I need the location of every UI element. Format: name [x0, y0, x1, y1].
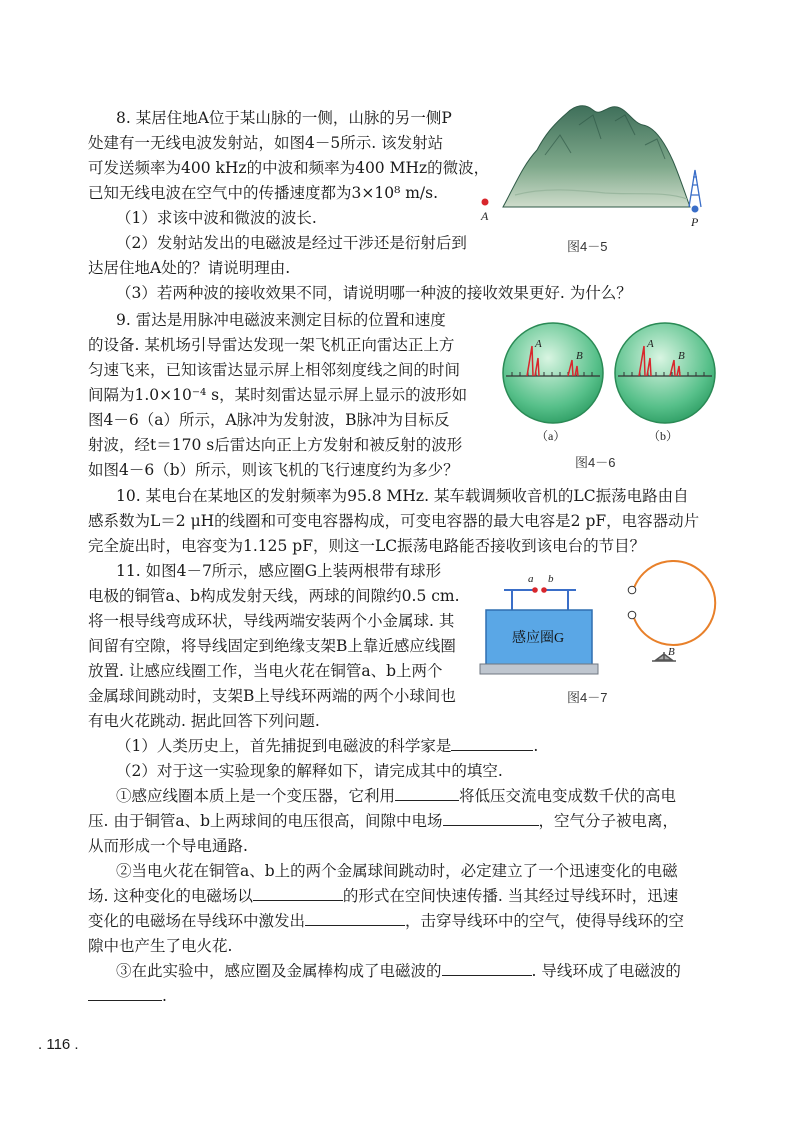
q11-item-1-text-d: ，空气分子被电离， — [538, 812, 679, 830]
q8-line-1: 8. 某居住地A位于某山脉的一侧，山脉的另一侧P — [116, 109, 452, 127]
answer-blank-excitation[interactable] — [305, 911, 405, 926]
q11-item-1-line-2 — [88, 811, 678, 831]
q11-line-7: 有电火花跳动. 据此回答下列问题. — [88, 712, 320, 730]
screen-b-label-a: A — [647, 338, 654, 350]
rod-label-b: b — [548, 573, 554, 585]
q9-line-6: 射波，经t＝170 s后雷达向正上方发射和被反射的波形 — [88, 436, 463, 454]
q11-item-1-text-a: ①感应线圈本质上是一个变压器，它利用 — [116, 787, 396, 805]
antenna-rods — [504, 573, 576, 610]
figure-4-6-caption: 图4－6 — [575, 455, 616, 470]
q11-item-3-line-1 — [116, 961, 681, 981]
q10-line-3: 完全旋出时，电容变为1.125 pF，则这一LC振荡电路能否接收到该电台的节目？ — [88, 537, 646, 555]
answer-blank-emitter[interactable] — [442, 961, 532, 976]
q11-item-1-text-c: 压. 由于铜管a、b上两球间的电压很高，间隙中电场 — [88, 812, 443, 830]
radar-screen-b — [615, 323, 715, 423]
q11-line-2: 电极的铜管a、b构成发射天线，两球的间隙约0.5 cm. — [88, 587, 460, 605]
q9-line-3: 匀速飞来，已知该雷达显示屏上相邻刻度线之间的时间 — [88, 361, 461, 379]
q8-line-4: 已知无线电波在空气中的传播速度都为3×10⁸ m/s. — [88, 184, 439, 202]
label-p: P — [691, 215, 699, 229]
induction-coil-box — [480, 610, 598, 674]
stand-label-b: B — [668, 646, 675, 658]
rod-label-a: a — [528, 573, 534, 585]
answer-blank-wave-form[interactable] — [253, 886, 343, 901]
q8-sub-3: （3）若两种波的接收效果不同，请说明哪一种波的接收效果更好. 为什么？ — [116, 284, 632, 302]
q11-sub-1-end: . — [533, 737, 539, 755]
answer-blank-receiver[interactable] — [88, 986, 162, 1001]
q11-item-1-line-1 — [116, 786, 676, 806]
q11-item-3-text-b: . 导线环成了电磁波的 — [531, 962, 681, 980]
answer-blank-scientist[interactable] — [451, 736, 533, 751]
q11-item-1-text-b: 将低压交流电变成数千伏的高电 — [459, 787, 677, 805]
sub-caption-a: （a） — [536, 429, 566, 443]
q9-line-7: 如图4－6（b）所示，则该飞机的飞行速度约为多少？ — [88, 461, 459, 479]
q9-line-1: 9. 雷达是用脉冲电磁波来测定目标的位置和速度 — [116, 311, 446, 329]
screen-a-label-a: A — [535, 338, 542, 350]
q11-line-6: 金属球间跳动时，支架B上导线环两端的两个小球间也 — [88, 687, 456, 705]
q11-item-2-text-e: ，击穿导线环中的空气，使得导线环的空 — [405, 912, 685, 930]
q10-line-2: 感系数为L＝2 μH的线圈和可变电容器构成，可变电容器的最大电容是2 pF，电容器动片 — [88, 512, 700, 530]
q8-line-3: 可发送频率为400 kHz的中波和频率为400 MHz的微波， — [88, 159, 490, 177]
q8-sub-2-cont: 达居住地A处的？请说明理由. — [88, 259, 291, 277]
figure-4-7-induction-coil — [476, 560, 726, 685]
figure-4-7-caption: 图4－7 — [567, 690, 608, 705]
q11-line-1: 11. 如图4－7所示，感应圈G上装两根带有球形 — [116, 562, 442, 580]
q8-sub-1: （1）求该中波和微波的波长. — [116, 209, 317, 227]
q9-line-5: 图4－6（a）所示，A脉冲为发射波，B脉冲为目标反 — [88, 411, 450, 429]
sub-caption-b: （b） — [648, 429, 679, 443]
q11-sub-1 — [116, 736, 538, 756]
radar-screen-a — [503, 323, 603, 423]
answer-blank-field[interactable] — [443, 811, 539, 826]
q11-item-3-text-a: ③在此实验中，感应圈及金属棒构成了电磁波的 — [116, 962, 442, 980]
q11-item-2-text-c: 的形式在空间快速传播. 当其经过导线环时，迅速 — [342, 887, 679, 905]
q11-item-2-line-3 — [88, 911, 684, 931]
q9-line-4: 间隔为1.0×10⁻⁴ s，某时刻雷达显示屏上显示的波形如 — [88, 386, 468, 404]
q11-line-5: 放置. 让感应线圈工作，当电火花在铜管a、b上两个 — [88, 662, 443, 680]
q11-line-4: 间留有空隙，将导线固定到绝缘支架B上靠近感应线圈 — [88, 637, 456, 655]
q9-line-2: 的设备. 某机场引导雷达发现一架飞机正向雷达正上方 — [88, 336, 455, 354]
q8-sub-2: （2）发射站发出的电磁波是经过干涉还是衍射后到 — [116, 234, 467, 252]
label-a: A — [481, 209, 489, 223]
q11-sub-2: （2）对于这一实验现象的解释如下，请完成其中的填空. — [116, 762, 503, 780]
q11-item-2-line-4: 隙中也产生了电火花. — [88, 937, 233, 955]
wire-loop — [628, 561, 715, 661]
transmitter-tower-icon — [689, 170, 701, 213]
figure-4-5-mountain — [475, 95, 715, 230]
q11-item-2-line-2 — [88, 886, 678, 906]
figure-4-5-caption: 图4－5 — [567, 239, 608, 254]
q11-line-3: 将一根导线弯成环状，导线两端安装两个小金属球. 其 — [88, 612, 455, 630]
q11-item-3-end: . — [162, 987, 167, 1005]
screen-a-label-b: B — [576, 350, 583, 362]
figure-4-6-radar — [500, 318, 725, 448]
q11-item-1-line-3: 从而形成一个导电通路. — [88, 837, 248, 855]
page-number: . 116 . — [38, 1036, 79, 1053]
q11-item-2-text-b: 场. 这种变化的电磁场以 — [88, 887, 253, 905]
answer-blank-principle[interactable] — [395, 786, 459, 801]
q8-line-2: 处建有一无线电波发射站，如图4－5所示. 该发射站 — [88, 134, 444, 152]
q11-item-3-line-2 — [88, 986, 167, 1006]
q11-item-2-line-1: ②当电火花在铜管a、b上的两个金属球间跳动时，必定建立了一个迅速变化的电磁 — [116, 862, 678, 880]
q10-line-1: 10. 某电台在某地区的发射频率为95.8 MHz. 某车载调频收音机的LC振荡电路由自 — [116, 487, 689, 505]
point-a-marker — [482, 199, 489, 206]
q11-sub-1-text: （1）人类历史上，首先捕捉到电磁波的科学家是 — [116, 737, 452, 755]
q11-item-2-text-d: 变化的电磁场在导线环中激发出 — [88, 912, 306, 930]
coil-label: 感应圈G — [512, 631, 565, 646]
screen-b-label-b: B — [678, 350, 685, 362]
